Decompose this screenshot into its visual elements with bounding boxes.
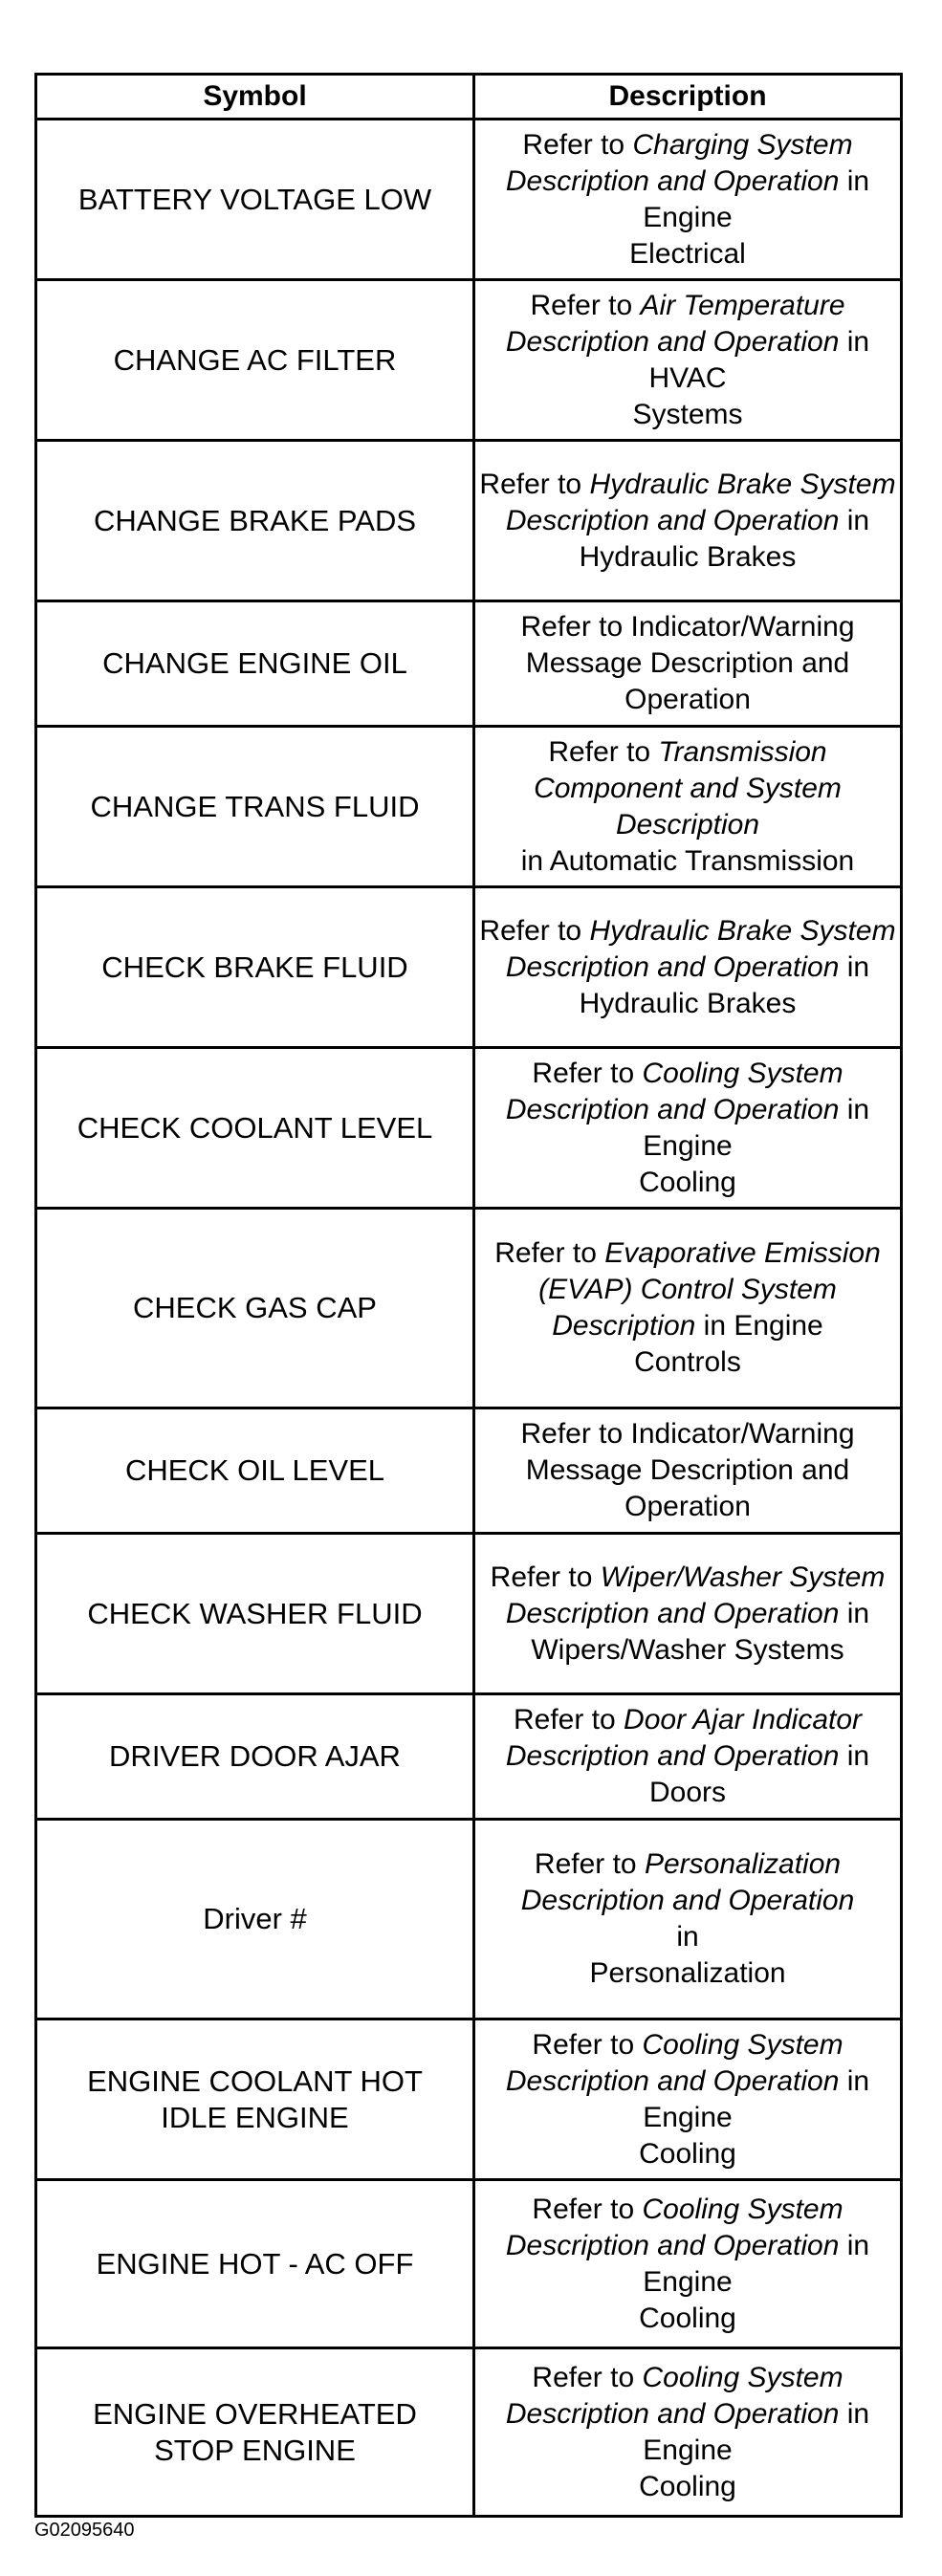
figure-id: G02095640: [34, 2520, 135, 2541]
description-italic-segment: Wiper/Washer System Description and Operation: [505, 1561, 886, 1629]
symbol-cell: DRIVER DOOR AJAR: [36, 1694, 474, 1820]
table-row: [36, 441, 902, 601]
symbol-cell: CHANGE AC FILTER: [36, 280, 474, 441]
description-cell: [474, 441, 902, 601]
description-cell: [474, 727, 902, 887]
description-segment: in Automatic Transmission: [520, 844, 855, 877]
description-italic-segment: Charging System Description and Operation: [505, 128, 853, 197]
description-text: [479, 467, 896, 576]
table-row: [36, 1408, 902, 1534]
header-description: Description: [474, 75, 902, 120]
symbol-cell: BATTERY VOLTAGE LOW: [36, 120, 474, 280]
description-text: [479, 288, 896, 433]
description-cell: [474, 2180, 902, 2348]
table-row: [36, 1694, 902, 1820]
symbol-cell: CHECK COOLANT LEVEL: [36, 1048, 474, 1209]
description-text: [479, 1235, 896, 1381]
table-row: [36, 1209, 902, 1408]
description-cell: [474, 887, 902, 1048]
description-segment: in Hydraulic Brakes: [579, 950, 870, 1019]
description-segment: Refer to Indicator/Warning Message Description and Operation: [520, 1418, 855, 1522]
description-text: [479, 734, 896, 880]
symbol-description-table-wrapper: [34, 73, 900, 2518]
description-segment: in Engine Electrical: [629, 164, 870, 270]
description-segment: in Engine Cooling: [639, 2397, 870, 2502]
table-row: [36, 601, 902, 727]
header-symbol: Symbol: [36, 75, 474, 120]
symbol-cell: CHANGE BRAKE PADS: [36, 441, 474, 601]
description-text: [479, 1416, 896, 1525]
table-row: [36, 2019, 902, 2180]
description-segment: Refer to: [532, 2361, 643, 2393]
symbol-cell: CHANGE TRANS FLUID: [36, 727, 474, 887]
description-italic-segment: Air Temperature Description and Operation: [505, 289, 845, 358]
description-text: [479, 609, 896, 718]
description-segment: Refer to: [548, 735, 659, 768]
description-italic-segment: Hydraulic Brake System Description and Operation: [505, 468, 896, 536]
symbol-cell: CHANGE ENGINE OIL: [36, 601, 474, 727]
description-italic-segment: Cooling System Description and Operation: [505, 2028, 843, 2097]
symbol-cell: CHECK OIL LEVEL: [36, 1408, 474, 1534]
symbol-cell: CHECK BRAKE FLUID: [36, 887, 474, 1048]
description-text: [479, 1056, 896, 1201]
table-row: [36, 280, 902, 441]
description-text: [479, 1846, 896, 1992]
description-segment: in Engine Cooling: [639, 2229, 870, 2334]
symbol-cell: ENGINE HOT - AC OFF: [36, 2180, 474, 2348]
description-segment: Refer to: [479, 914, 590, 947]
description-text: [479, 1702, 896, 1811]
description-segment: Refer to: [530, 289, 641, 321]
description-cell: [474, 1048, 902, 1209]
description-italic-segment: Cooling System Description and Operation: [505, 1057, 843, 1125]
description-segment: Refer to: [490, 1561, 601, 1593]
symbol-cell: ENGINE COOLANT HOT IDLE ENGINE: [36, 2019, 474, 2180]
description-italic-segment: Cooling System Description and Operation: [505, 2361, 843, 2430]
description-text: [479, 2027, 896, 2172]
description-text: [479, 1560, 896, 1669]
description-segment: in Hydraulic Brakes: [579, 504, 870, 573]
symbol-description-table: [34, 73, 903, 2518]
description-cell: [474, 1534, 902, 1694]
description-segment: in Doors: [648, 1740, 870, 1808]
table-row: [36, 1048, 902, 1209]
description-segment: Refer to: [513, 1704, 624, 1736]
description-italic-segment: Hydraulic Brake System Description and Operation: [505, 914, 896, 983]
description-italic-segment: Transmission Component and System Description: [534, 735, 842, 840]
symbol-cell: CHECK WASHER FLUID: [36, 1534, 474, 1694]
description-cell: [474, 1694, 902, 1820]
table-row: [36, 727, 902, 887]
table-row: [36, 2180, 902, 2348]
symbol-cell: Driver #: [36, 1820, 474, 2019]
description-segment: in Engine Cooling: [639, 2064, 870, 2170]
description-segment: Refer to Indicator/Warning Message Description and Operation: [520, 611, 855, 715]
description-segment: Refer to: [522, 128, 633, 161]
symbol-cell: ENGINE OVERHEATED STOP ENGINE: [36, 2348, 474, 2517]
description-segment: Refer to: [494, 1237, 605, 1269]
description-italic-segment: Personalization Description and Operation: [520, 1848, 855, 1916]
table-row: [36, 1534, 902, 1694]
description-segment: in Engine Controls: [634, 1310, 823, 1378]
description-italic-segment: Evaporative Emission (EVAP) Control System Description: [538, 1237, 881, 1342]
description-cell: [474, 2348, 902, 2517]
table-row: [36, 2348, 902, 2517]
description-cell: [474, 280, 902, 441]
description-segment: Refer to: [532, 2028, 643, 2061]
table-header-row: [36, 75, 902, 120]
description-italic-segment: Cooling System Description and Operation: [505, 2193, 843, 2261]
table-row: [36, 120, 902, 280]
description-cell: [474, 1408, 902, 1534]
description-cell: [474, 1209, 902, 1408]
description-text: [479, 2192, 896, 2337]
description-segment: Refer to: [479, 468, 590, 500]
description-cell: [474, 120, 902, 280]
description-text: [479, 913, 896, 1022]
table-row: [36, 1820, 902, 2019]
description-segment: Refer to: [534, 1848, 645, 1880]
description-cell: [474, 2019, 902, 2180]
description-segment: Refer to: [532, 1057, 643, 1089]
table-row: [36, 887, 902, 1048]
description-text: [479, 2360, 896, 2505]
table-body: [36, 120, 902, 2517]
description-segment: in Wipers/Washer Systems: [531, 1597, 870, 1666]
description-segment: in Personalization: [589, 1921, 786, 1989]
description-text: [479, 127, 896, 273]
symbol-cell: CHECK GAS CAP: [36, 1209, 474, 1408]
description-segment: in HVAC Systems: [632, 325, 870, 430]
description-segment: in Engine Cooling: [639, 1093, 870, 1198]
description-cell: [474, 601, 902, 727]
description-italic-segment: Door Ajar Indicator Description and Operation: [505, 1704, 863, 1772]
description-segment: Refer to: [532, 2193, 643, 2225]
description-cell: [474, 1820, 902, 2019]
